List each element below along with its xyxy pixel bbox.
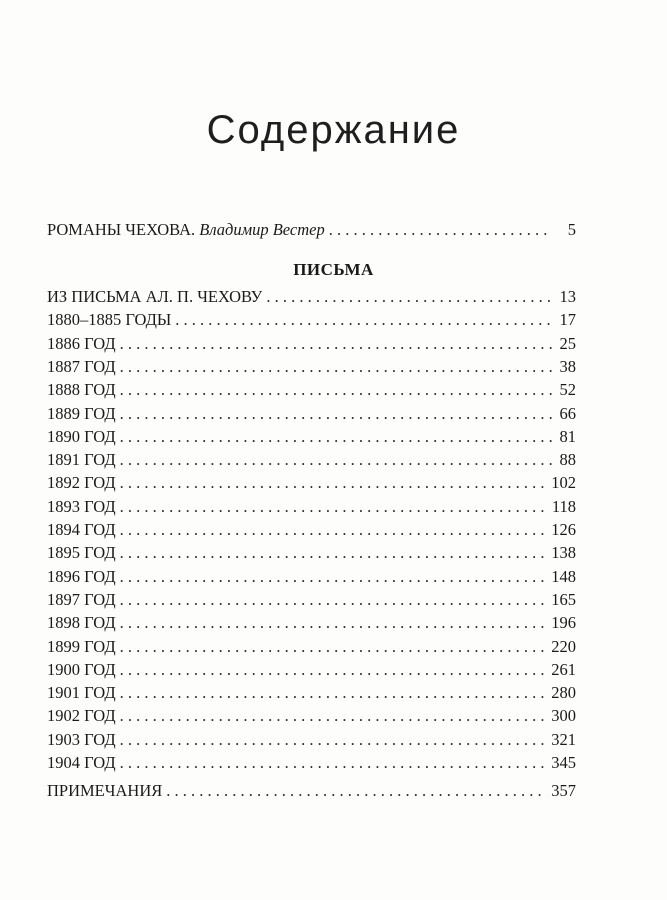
toc-entry-label — [47, 219, 325, 241]
toc-entry-label: 1888 ГОД — [47, 380, 116, 400]
toc-entry-label: 1900 ГОД — [47, 659, 116, 679]
toc-entry — [47, 333, 576, 355]
toc-page-number: 118 — [551, 496, 576, 516]
toc-entry-label: 1904 ГОД — [47, 753, 116, 772]
toc-leader-dots — [175, 309, 552, 331]
toc-entry — [47, 356, 576, 378]
toc-page-number: 300 — [551, 706, 576, 726]
toc-leader-dots — [120, 379, 552, 401]
page-title: Содержание — [206, 108, 461, 152]
toc-entry — [47, 752, 576, 774]
toc-entry — [47, 589, 576, 611]
toc-entry — [47, 426, 576, 448]
toc-entry — [47, 682, 576, 704]
toc-entry-label: 1894 ГОД — [47, 520, 116, 539]
toc-page-number: 196 — [551, 613, 576, 633]
toc-page-number: 280 — [551, 683, 576, 703]
toc-entry-label: 1880–1885 ГОДЫ — [47, 310, 172, 330]
toc-page-number: 88 — [559, 450, 576, 470]
toc-page-number: 38 — [559, 356, 576, 376]
toc-entry-label: 1901 ГОД — [47, 683, 116, 703]
toc-page-number: 138 — [551, 543, 576, 563]
toc-page-number: 345 — [551, 753, 576, 772]
toc-leader-dots — [120, 333, 552, 355]
toc-page-number: 13 — [559, 287, 576, 306]
toc-leader-dots — [120, 659, 548, 681]
toc-entry-label: 1891 ГОД — [47, 450, 116, 470]
toc-entry — [47, 403, 576, 425]
toc-leader-dots — [120, 752, 548, 774]
toc-entry — [47, 379, 576, 401]
toc-entry-label: 1886 ГОД — [47, 333, 116, 353]
toc-entry — [47, 659, 576, 681]
toc-leader-dots — [166, 780, 547, 802]
toc-entry — [47, 566, 576, 588]
toc-entry — [47, 542, 576, 564]
toc-leader-dots — [120, 729, 548, 751]
toc-page-number: 126 — [551, 520, 576, 539]
toc-leader-dots — [120, 472, 548, 494]
toc-page-number: 52 — [559, 380, 576, 400]
toc-leader-dots — [266, 286, 552, 308]
toc-page-number: 66 — [559, 403, 576, 423]
toc-page-number: 165 — [551, 589, 576, 609]
toc-page-number: 357 — [551, 781, 576, 800]
toc-leader-dots — [120, 449, 552, 471]
toc-entry-label: 1903 ГОД — [47, 729, 116, 749]
toc-leader-dots — [120, 705, 548, 727]
toc-page-number: 321 — [551, 729, 576, 749]
toc-leader-dots — [120, 589, 548, 611]
toc-leader-dots — [120, 403, 552, 425]
toc-page-number: 220 — [551, 636, 576, 656]
toc-leader-dots — [120, 542, 548, 564]
toc-leader-dots — [120, 636, 548, 658]
toc-leader-dots — [120, 566, 548, 588]
toc-entry-label: 1895 ГОД — [47, 543, 116, 563]
toc-leader-dots — [120, 682, 548, 704]
toc-page-number: 5 — [567, 220, 576, 239]
section-heading: ПИСЬМА — [293, 260, 374, 279]
toc-entry — [47, 449, 576, 471]
toc-entry — [47, 519, 576, 541]
toc-entry-label: 1896 ГОД — [47, 566, 116, 586]
toc-leader-dots — [120, 612, 548, 634]
toc-entry-label: 1893 ГОД — [47, 496, 116, 516]
toc-page-number: 261 — [551, 659, 576, 679]
toc-entry-label: 1899 ГОД — [47, 636, 116, 656]
toc-entry — [47, 472, 576, 494]
toc-leader-dots — [120, 519, 548, 541]
toc-entry-label: ПРИМЕЧАНИЯ — [47, 781, 163, 800]
toc-entry-label: 1889 ГОД — [47, 403, 116, 423]
toc-entry — [47, 636, 576, 658]
toc-page-number: 81 — [559, 426, 576, 446]
toc-entry-notes — [47, 780, 576, 802]
toc-entry — [47, 705, 576, 727]
toc-leader-dots — [120, 426, 552, 448]
toc-entry-intro — [47, 219, 576, 241]
toc-entry-label: 1897 ГОД — [47, 589, 116, 609]
toc-entry — [47, 612, 576, 634]
toc-page-number: 25 — [559, 333, 576, 353]
toc-leader-dots — [120, 496, 548, 518]
toc-entry-label: ИЗ ПИСЬМА АЛ. П. ЧЕХОВУ — [47, 287, 263, 306]
toc-leader-dots — [120, 356, 552, 378]
toc-entry-author: Владимир Вестер — [199, 220, 325, 239]
toc-entry-title: РОМАНЫ ЧЕХОВА. — [47, 220, 196, 239]
toc-entry-label: 1887 ГОД — [47, 356, 116, 376]
toc-entry — [47, 309, 576, 331]
toc-entry — [47, 286, 576, 308]
toc-entry-label: 1902 ГОД — [47, 706, 116, 726]
toc-entry-label: 1890 ГОД — [47, 426, 116, 446]
toc-page-number: 102 — [551, 473, 576, 493]
toc-entry-label: 1892 ГОД — [47, 473, 116, 493]
toc-entry — [47, 729, 576, 751]
toc-leader-dots — [329, 219, 552, 241]
toc-entry — [47, 496, 576, 518]
toc-entry-label: 1898 ГОД — [47, 613, 116, 633]
toc-page-number: 148 — [551, 566, 576, 586]
toc-page-number: 17 — [559, 310, 576, 330]
